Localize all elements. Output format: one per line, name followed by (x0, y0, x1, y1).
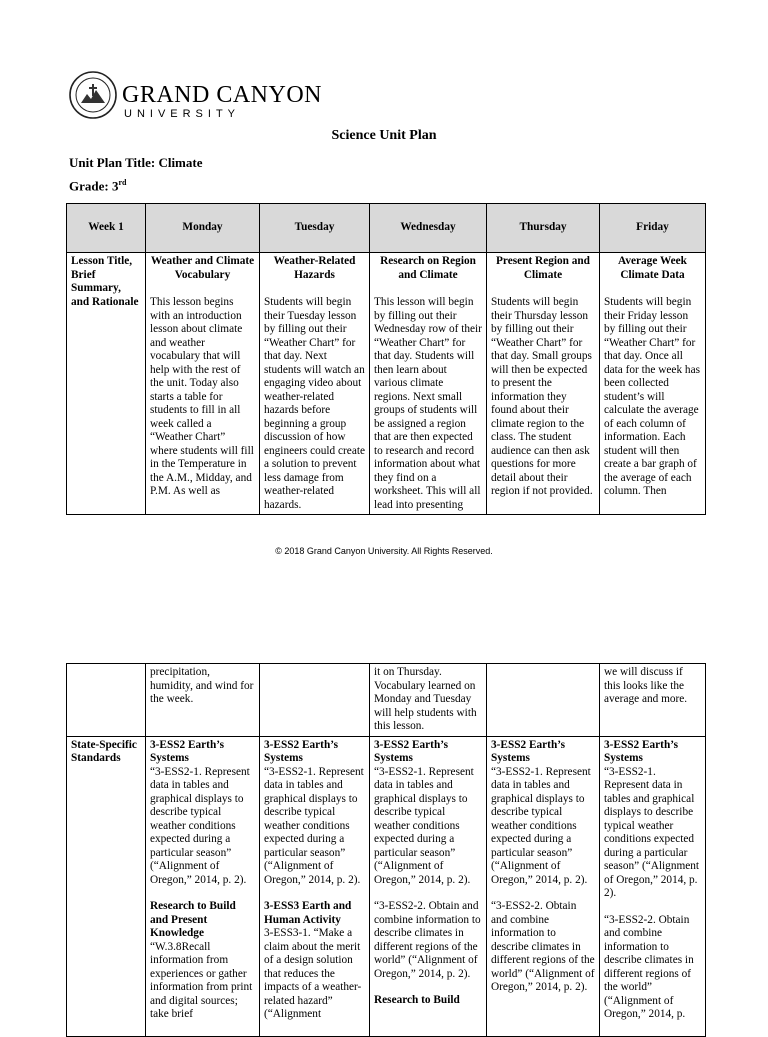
standards-cell-wednesday (370, 736, 487, 1036)
continued-cell-friday: we will discuss if this looks like the average and more. (600, 664, 706, 737)
logo-subtitle: UNIVERSITY (124, 108, 241, 120)
lesson-title: Weather-Related Hazards (273, 255, 356, 281)
standard-heading: 3-ESS2 Earth’s Systems (264, 738, 338, 764)
standards-row (67, 736, 706, 1036)
header-friday: Friday (600, 204, 706, 253)
standard-text-2: 3-ESS3-1. “Make a claim about the merit of a design solution that reduces the impacts of a weather-related hazard” (“Alignment (264, 927, 362, 1020)
lesson-cell-friday (600, 253, 706, 515)
lesson-row (67, 253, 706, 515)
standard-heading-3: Research to Build (374, 994, 460, 1006)
copyright-footer: © 2018 Grand Canyon University. All Rights Reserved. (275, 546, 493, 556)
standard-text-2: “3-ESS2-2. Obtain and combine information to describe climates in different regions of the world” (“Alignment of Oregon,” 2014, p. 2). (374, 900, 481, 980)
standard-text: “3-ESS2-1. Represent data in tables and graphical displays to describe typical weather conditions expected during a particular season” (“Alignment of Oregon,” 2014, p. 2). (604, 765, 700, 899)
lesson-cell-tuesday (260, 253, 370, 515)
grade-superscript: rd (118, 178, 127, 187)
standard-heading: 3-ESS2 Earth’s Systems (491, 738, 565, 764)
standards-row-label: State-Specific Standards (67, 736, 146, 1036)
continued-lesson-row (67, 664, 706, 737)
continued-cell-monday: precipitation, humidity, and wind for the week. (146, 664, 260, 737)
lesson-summary: This lesson will begin by filling out their Wednesday row of their “Weather Chart” for that day. Students will then learn about various climate regions. Next small groups of students will be assigned a region that are then expected to research and record information about what they find on a worksheet. This will all lead into presenting (374, 296, 482, 511)
header-wednesday: Wednesday (370, 204, 487, 253)
lesson-row-label: Lesson Title, Brief Summary, and Rationale (67, 253, 146, 515)
standard-text: “3-ESS2-1. Represent data in tables and graphical displays to describe typical weather conditions expected during a particular season” (“Alignment of Oregon,” 2014, p. 2). (150, 765, 250, 886)
university-seal-icon (68, 70, 118, 120)
standard-text-2: “3-ESS2-2. Obtain and combine information to describe climates in different regions of the world” (“Alignment of Oregon,” 2014, p. (604, 913, 694, 1020)
grade-line (69, 178, 126, 194)
lesson-summary: Students will begin their Friday lesson by filling out their “Weather Chart” for that day. Once all data for the week has been collected student’s will calculate the average of each column of information. Each student will then create a bar graph of the average of each column. Then (604, 296, 700, 497)
standard-heading-2: 3-ESS3 Earth and Human Activity (264, 900, 352, 926)
lesson-summary: Students will begin their Tuesday lesson by filling out their “Weather Chart” for that day. Next students will watch an engaging video about weather-related hazards before beginning a group discussion of how engineers could create a solution to prevent less damage from weather-related hazards. (264, 296, 365, 511)
standards-cell-monday (146, 736, 260, 1036)
lesson-plan-table-continued (66, 663, 706, 1037)
standard-text: “3-ESS2-1. Represent data in tables and graphical displays to describe typical weather conditions expected during a particular season” (“Alignment of Oregon,” 2014, p. 2). (491, 765, 591, 886)
standard-text: “3-ESS2-1. Represent data in tables and graphical displays to describe typical weather conditions expected during a particular season” (“Alignment of Oregon,” 2014, p. 2). (374, 765, 474, 886)
university-logo (68, 70, 323, 126)
standards-cell-thursday (487, 736, 600, 1036)
lesson-cell-wednesday (370, 253, 487, 515)
lesson-plan-table (66, 203, 706, 515)
table-header-row (67, 204, 706, 253)
lesson-title: Average Week Climate Data (618, 255, 687, 281)
continued-cell-wednesday: it on Thursday. Vocabulary learned on Monday and Tuesday will help students with this lesson. (370, 664, 487, 737)
lesson-cell-thursday (487, 253, 600, 515)
lesson-cell-monday (146, 253, 260, 515)
logo-name: GRAND CANYON (122, 82, 323, 108)
standards-cell-friday (600, 736, 706, 1036)
standard-heading: 3-ESS2 Earth’s Systems (150, 738, 224, 764)
unit-plan-title: Unit Plan Title: Climate (69, 155, 203, 170)
continued-label-empty (67, 664, 146, 737)
continued-cell-tuesday (260, 664, 370, 737)
lesson-title: Weather and Climate Vocabulary (150, 255, 255, 281)
standards-cell-tuesday (260, 736, 370, 1036)
lesson-title: Present Region and Climate (496, 255, 590, 281)
header-week: Week 1 (67, 204, 146, 253)
lesson-summary: Students will begin their Thursday lesson by filling out their “Weather Chart” for that day. Small groups will then be expected to present the information they found about their climate region to the class. The student audience can then ask questions for more detail about their region if not provided. (491, 296, 593, 497)
standard-heading: 3-ESS2 Earth’s Systems (374, 738, 448, 764)
lesson-title: Research on Region and Climate (380, 255, 476, 281)
standard-text-2: “3-ESS2-2. Obtain and combine information to describe climates in different regions of the world” (“Alignment of Oregon,” 2014, p. 2). (491, 900, 595, 993)
standard-text-2: “W.3.8Recall information from experiences or gather information from print and digital sources; take brief (150, 940, 253, 1020)
grade-label: Grade: 3 (69, 178, 119, 194)
continued-cell-thursday (487, 664, 600, 737)
standard-text: “3-ESS2-1. Represent data in tables and graphical displays to describe typical weather conditions expected during a particular season” (“Alignment of Oregon,” 2014, p. 2). (264, 765, 364, 886)
header-thursday: Thursday (487, 204, 600, 253)
standard-heading: 3-ESS2 Earth’s Systems (604, 738, 678, 764)
standard-heading-2: Research to Build and Present Knowledge (150, 900, 236, 939)
header-tuesday: Tuesday (260, 204, 370, 253)
lesson-summary: This lesson begins with an introduction lesson about climate and weather vocabulary that will help with the rest of the unit. Today also starts a table for students to fill in all week called a “Weather Chart” where students will fill in the Temperature in the A.M., Midday, and P.M. As well as (150, 296, 254, 497)
document-title: Science Unit Plan (331, 128, 437, 143)
header-monday: Monday (146, 204, 260, 253)
